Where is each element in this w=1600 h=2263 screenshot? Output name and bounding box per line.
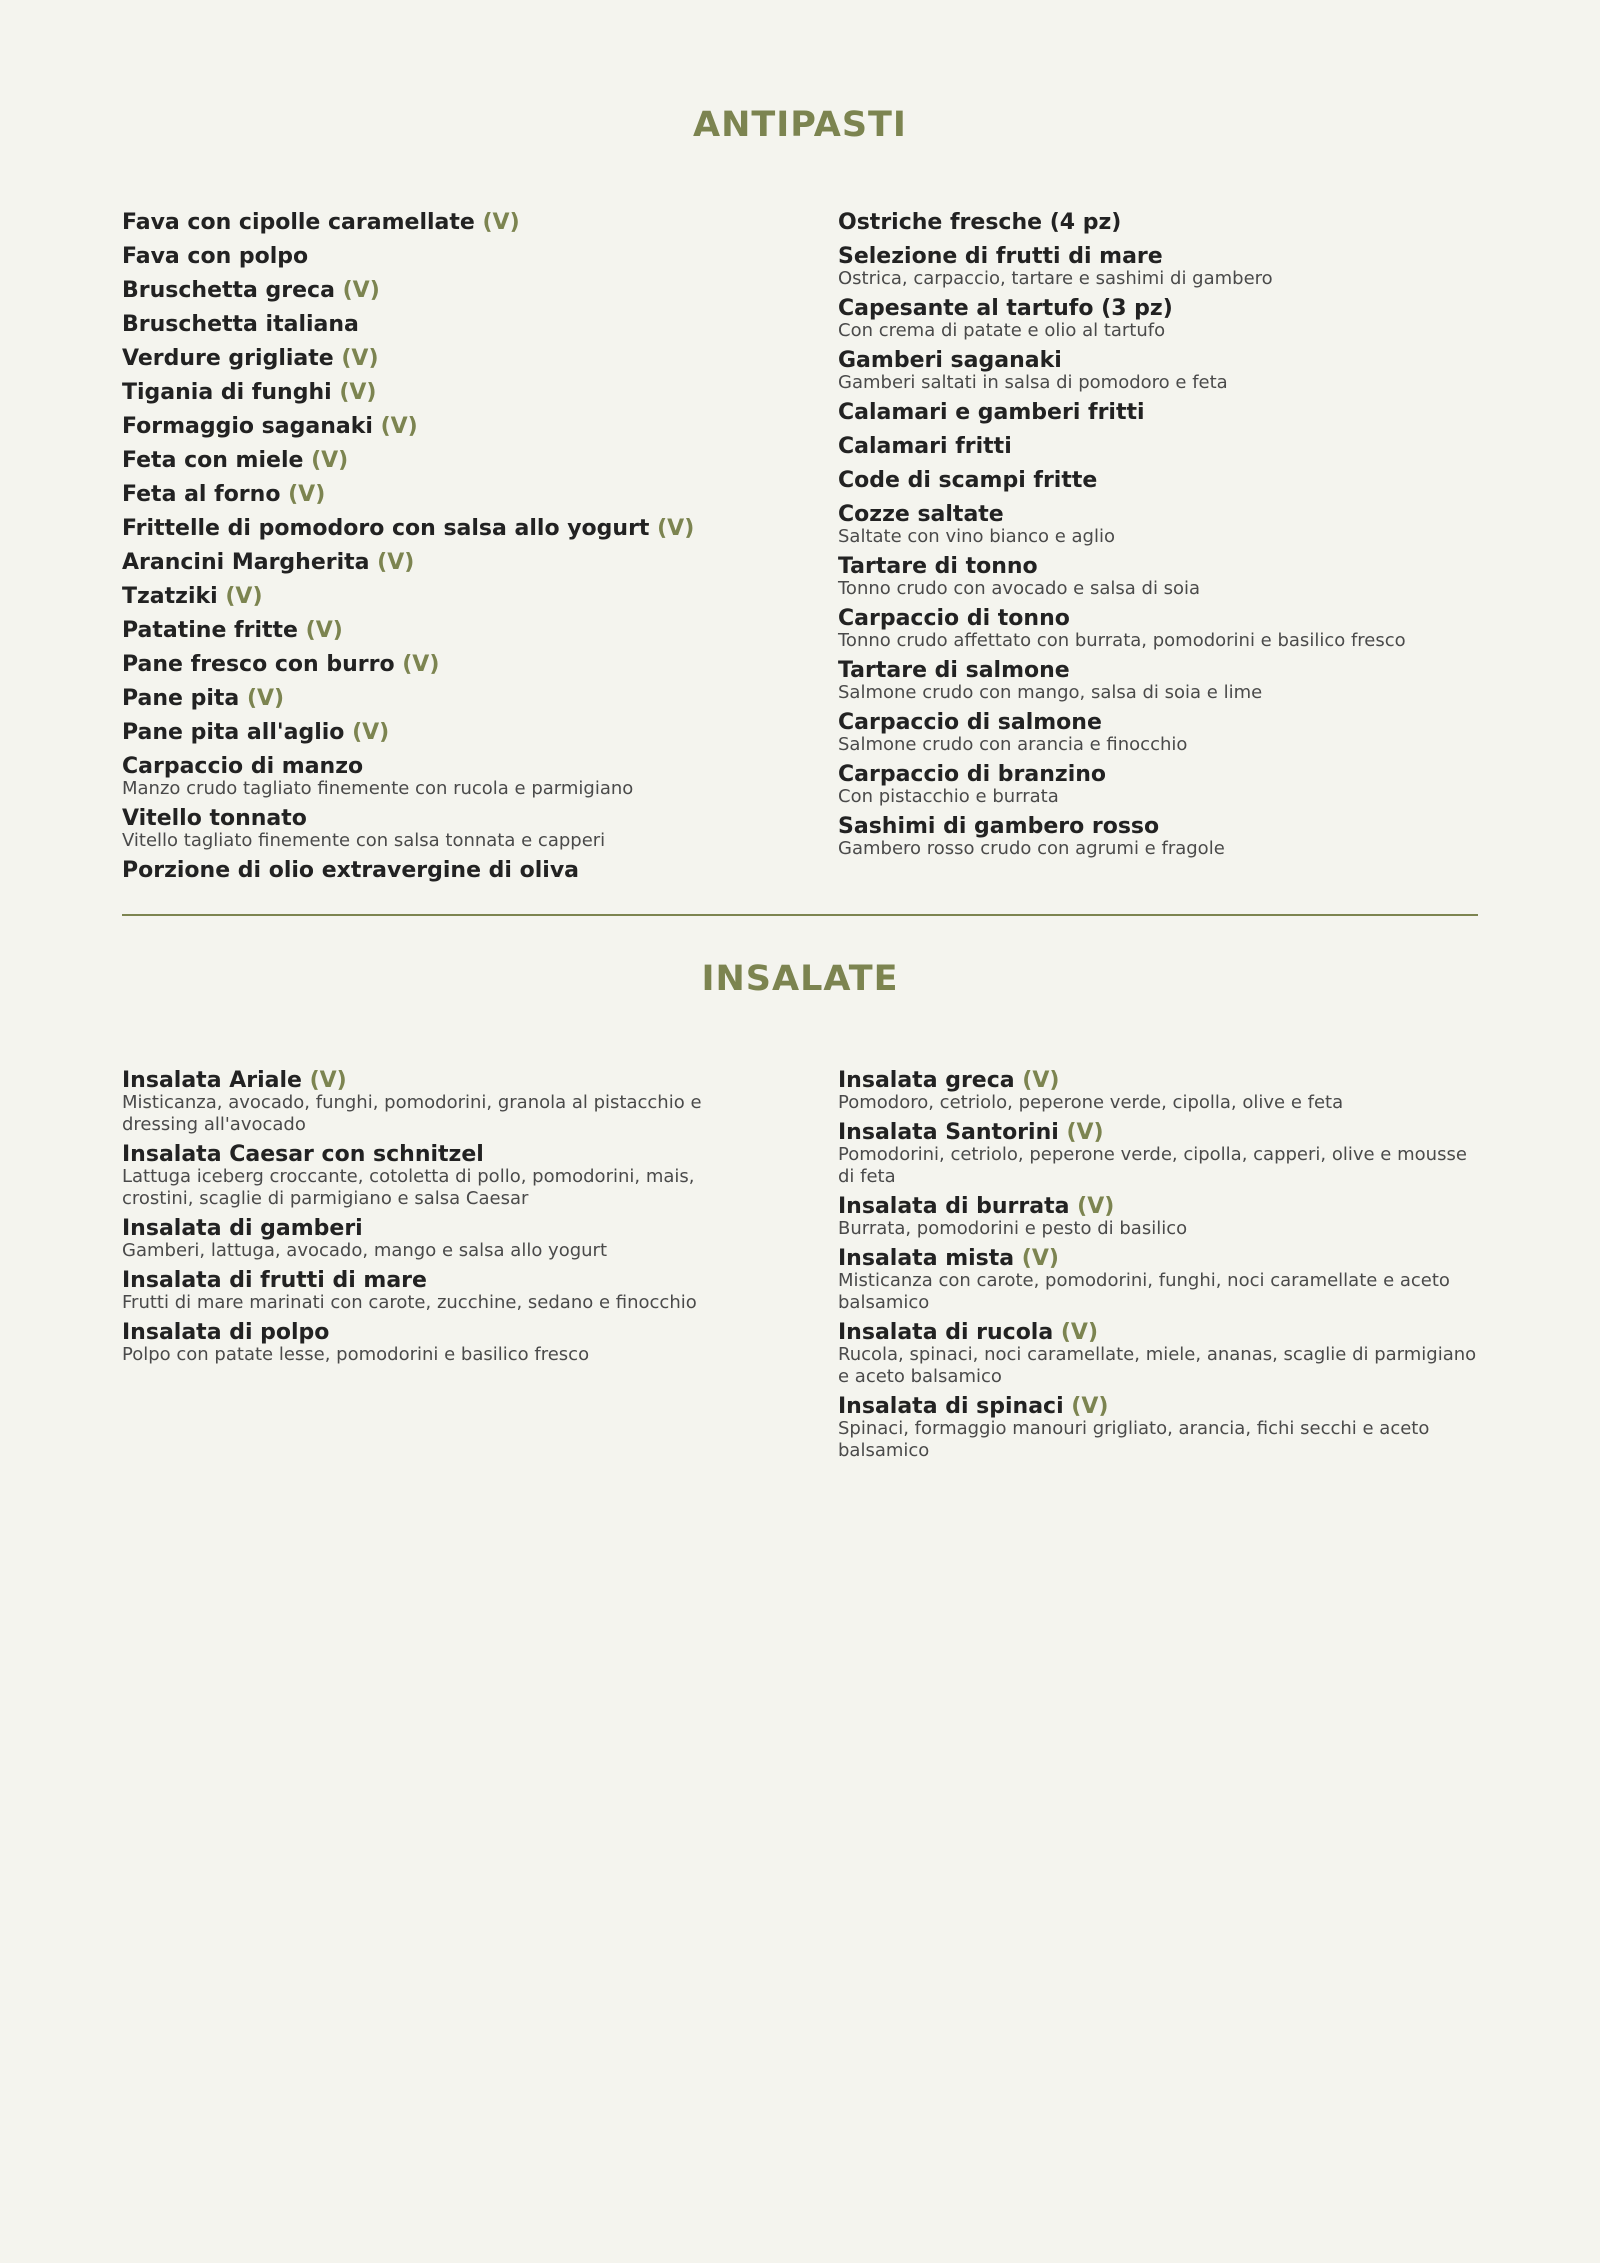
menu-item — [122, 240, 762, 274]
menu-item-name-text: Carpaccio di manzo — [122, 754, 364, 779]
menu-item-name-text: Ostriche fresche (4 pz) — [838, 210, 1122, 235]
menu-item — [122, 1212, 762, 1262]
menu-item-name — [122, 512, 762, 546]
menu-item-name — [122, 274, 762, 308]
menu-item-name-text: Tartare di tonno — [838, 554, 1038, 579]
menu-item-description: Tonno crudo affettato con burrata, pomodorini e basilico fresco — [838, 630, 1406, 651]
menu-item-name-text: Insalata Santorini — [838, 1120, 1059, 1145]
menu-item-name-text: Pane pita all'aglio — [122, 720, 345, 745]
menu-item-name-text: Carpaccio di tonno — [838, 606, 1070, 631]
menu-item — [122, 614, 762, 648]
menu-item-name-text: Carpaccio di salmone — [838, 710, 1102, 735]
vegetarian-badge: (V) — [311, 448, 349, 473]
menu-item — [122, 546, 762, 580]
menu-item-description: Spinaci, formaggio manouri grigliato, arancia, fichi secchi e aceto balsamico — [838, 1418, 1430, 1461]
menu-item — [838, 396, 1478, 430]
menu-item — [122, 1316, 762, 1366]
menu-item-name-text: Feta al forno — [122, 482, 281, 507]
menu-item-description: Rucola, spinaci, noci caramellate, miele, ananas, scaglie di parmigiano e aceto balsamico — [838, 1344, 1477, 1387]
menu-item-name — [122, 206, 762, 240]
section-title-antipasti: ANTIPASTI — [693, 105, 907, 145]
menu-item — [838, 430, 1478, 464]
vegetarian-badge: (V) — [1022, 1068, 1060, 1093]
section-divider — [122, 914, 1478, 916]
menu-item-name-text: Code di scampi fritte — [838, 468, 1098, 493]
menu-item-description: Gamberi saltati in salsa di pomodoro e feta — [838, 372, 1228, 393]
menu-item-description: Manzo crudo tagliato finemente con rucola e parmigiano — [122, 778, 634, 799]
menu-item-name-text: Bruschetta italiana — [122, 312, 359, 337]
menu-item — [838, 550, 1478, 600]
menu-item — [838, 1316, 1478, 1388]
menu-item — [838, 1242, 1478, 1314]
menu-item-name-text: Patatine fritte — [122, 618, 298, 643]
menu-item — [838, 1064, 1478, 1114]
menu-item-name-text: Tzatziki — [122, 584, 218, 609]
menu-item-name-text: Insalata di spinaci — [838, 1394, 1064, 1419]
menu-item — [838, 706, 1478, 756]
menu-item-name-text: Tigania di funghi — [122, 380, 332, 405]
menu-item — [122, 750, 762, 800]
menu-item-description: Polpo con patate lesse, pomodorini e basilico fresco — [122, 1344, 590, 1365]
menu-item-description: Misticanza con carote, pomodorini, funghi, noci caramellate e aceto balsamico — [838, 1270, 1450, 1313]
menu-item-name-text: Insalata mista — [838, 1246, 1015, 1271]
menu-item-name — [838, 206, 1478, 240]
vegetarian-badge: (V) — [1060, 1320, 1099, 1345]
menu-item-description: Frutti di mare marinati con carote, zucchine, sedano e finocchio — [122, 1292, 697, 1313]
menu-item — [838, 498, 1478, 548]
insalate-right-column — [838, 1064, 1478, 1464]
vegetarian-badge: (V) — [380, 414, 418, 439]
menu-item-name-text: Capesante al tartufo (3 pz) — [838, 296, 1173, 321]
menu-item — [122, 716, 762, 750]
menu-item-name — [122, 342, 762, 376]
menu-item-name-text: Insalata di frutti di mare — [122, 1268, 427, 1293]
vegetarian-badge: (V) — [352, 720, 390, 745]
menu-item-name-text: Bruschetta greca — [122, 278, 335, 303]
menu-item-name-text: Insalata di polpo — [122, 1320, 330, 1345]
menu-item — [838, 810, 1478, 860]
menu-item-name-text: Calamari fritti — [838, 434, 1012, 459]
menu-item — [838, 758, 1478, 808]
menu-item-name-text: Gamberi saganaki — [838, 348, 1062, 373]
menu-item-name-text: Carpaccio di branzino — [838, 762, 1107, 787]
menu-item — [122, 682, 762, 716]
menu-item — [838, 1190, 1478, 1240]
antipasti-right-column — [838, 206, 1478, 888]
menu-item-description: Misticanza, avocado, funghi, pomodorini, granola al pistacchio e dressing all'avocado — [122, 1092, 702, 1135]
insalate-left-column — [122, 1064, 762, 1464]
menu-item-description: Con crema di patate e olio al tartufo — [838, 320, 1166, 341]
antipasti-columns — [122, 206, 1478, 888]
vegetarian-badge: (V) — [305, 618, 343, 643]
menu-item-name-text: Pane pita — [122, 686, 240, 711]
menu-item-name — [838, 430, 1478, 464]
vegetarian-badge: (V) — [377, 550, 415, 575]
menu-item — [838, 206, 1478, 240]
menu-item-name — [122, 546, 762, 580]
menu-item-name — [122, 614, 762, 648]
menu-item — [838, 292, 1478, 342]
insalate-columns — [122, 1064, 1478, 1464]
menu-item-name-text: Pane fresco con burro — [122, 652, 395, 677]
menu-item-name-text: Insalata Caesar con schnitzel — [122, 1142, 484, 1167]
vegetarian-badge: (V) — [1071, 1394, 1109, 1419]
menu-item-name — [122, 854, 762, 888]
menu-item — [122, 478, 762, 512]
menu-item-name — [838, 396, 1478, 430]
menu-item — [122, 376, 762, 410]
vegetarian-badge: (V) — [288, 482, 326, 507]
menu-item-name-text: Insalata di gamberi — [122, 1216, 363, 1241]
menu-item-name — [122, 648, 762, 682]
menu-item-name — [122, 240, 762, 274]
menu-item — [122, 512, 762, 546]
menu-item-name — [122, 478, 762, 512]
menu-item — [122, 274, 762, 308]
menu-item-name — [122, 376, 762, 410]
menu-item — [122, 1064, 762, 1136]
menu-item — [838, 240, 1478, 290]
menu-item-name-text: Calamari e gamberi fritti — [838, 400, 1145, 425]
vegetarian-badge: (V) — [246, 686, 285, 711]
menu-item — [122, 444, 762, 478]
menu-item — [838, 602, 1478, 652]
menu-item-name-text: Fava con cipolle caramellate — [122, 210, 475, 235]
menu-item — [122, 648, 762, 682]
menu-item — [122, 580, 762, 614]
menu-item-name — [122, 444, 762, 478]
menu-item-description: Pomodoro, cetriolo, peperone verde, cipolla, olive e feta — [838, 1092, 1344, 1113]
menu-item-name-text: Verdure grigliate — [122, 346, 334, 371]
menu-item-name-text: Frittelle di pomodoro con salsa allo yogurt — [122, 516, 650, 541]
menu-item-description: Pomodorini, cetriolo, peperone verde, cipolla, capperi, olive e mousse di feta — [838, 1144, 1467, 1187]
menu-item-name-text: Tartare di salmone — [838, 658, 1070, 683]
menu-item — [122, 410, 762, 444]
menu-item-name — [838, 464, 1478, 498]
section-title-insalate: INSALATE — [701, 959, 899, 999]
menu-item-name — [122, 716, 762, 750]
menu-item-name — [122, 682, 762, 716]
menu-item-name-text: Selezione di frutti di mare — [838, 244, 1163, 269]
vegetarian-badge: (V) — [1066, 1120, 1104, 1145]
vegetarian-badge: (V) — [657, 516, 695, 541]
menu-item — [122, 802, 762, 852]
menu-item-name-text: Insalata di rucola — [838, 1320, 1054, 1345]
vegetarian-badge: (V) — [1077, 1194, 1115, 1219]
menu-item-name-text: Insalata Ariale — [122, 1068, 302, 1093]
menu-item-name-text: Vitello tonnato — [122, 806, 307, 831]
menu-item-description: Salmone crudo con arancia e finocchio — [838, 734, 1188, 755]
menu-item-name-text: Porzione di olio extravergine di oliva — [122, 858, 580, 883]
menu-item — [838, 654, 1478, 704]
menu-item-description: Gambero rosso crudo con agrumi e fragole — [838, 838, 1225, 859]
menu-item-description: Vitello tagliato finemente con salsa tonnata e capperi — [122, 830, 606, 851]
menu-item-name-text: Arancini Margherita — [122, 550, 370, 575]
menu-item-description: Saltate con vino bianco e aglio — [838, 526, 1115, 547]
menu-item — [122, 854, 762, 888]
menu-item — [122, 1138, 762, 1210]
menu-item-name-text: Cozze saltate — [838, 502, 1004, 527]
menu-item — [838, 1390, 1478, 1462]
menu-item-name-text: Insalata di burrata — [838, 1194, 1070, 1219]
menu-item — [122, 342, 762, 376]
menu-item-description: Tonno crudo con avocado e salsa di soia — [838, 578, 1201, 599]
menu-item — [838, 344, 1478, 394]
menu-item-name-text: Fava con polpo — [122, 244, 309, 269]
menu-item-description: Gamberi, lattuga, avocado, mango e salsa allo yogurt — [122, 1240, 608, 1261]
menu-item-name — [122, 410, 762, 444]
menu-item — [838, 464, 1478, 498]
menu-item-description: Salmone crudo con mango, salsa di soia e lime — [838, 682, 1263, 703]
vegetarian-badge: (V) — [225, 584, 263, 609]
menu-item-name-text: Feta con miele — [122, 448, 304, 473]
menu-item-description: Lattuga iceberg croccante, cotoletta di pollo, pomodorini, mais, crostini, scaglie di parmigiano e salsa Caesar — [122, 1166, 695, 1209]
menu-item-name — [122, 580, 762, 614]
vegetarian-badge: (V) — [339, 380, 377, 405]
menu-item-name-text: Insalata greca — [838, 1068, 1015, 1093]
menu-item-description: Ostrica, carpaccio, tartare e sashimi di gambero — [838, 268, 1273, 289]
vegetarian-badge: (V) — [341, 346, 379, 371]
menu-item — [838, 1116, 1478, 1188]
vegetarian-badge: (V) — [342, 278, 380, 303]
menu-item-name — [122, 308, 762, 342]
vegetarian-badge: (V) — [1021, 1246, 1059, 1271]
vegetarian-badge: (V) — [482, 210, 520, 235]
menu-item-description: Burrata, pomodorini e pesto di basilico — [838, 1218, 1188, 1239]
menu-item-name-text: Sashimi di gambero rosso — [838, 814, 1160, 839]
vegetarian-badge: (V) — [402, 652, 440, 677]
menu-item — [122, 1264, 762, 1314]
vegetarian-badge: (V) — [309, 1068, 347, 1093]
antipasti-left-column — [122, 206, 762, 888]
menu-item-name-text: Formaggio saganaki — [122, 414, 373, 439]
menu-item-description: Con pistacchio e burrata — [838, 786, 1059, 807]
menu-item — [122, 206, 762, 240]
menu-item — [122, 308, 762, 342]
